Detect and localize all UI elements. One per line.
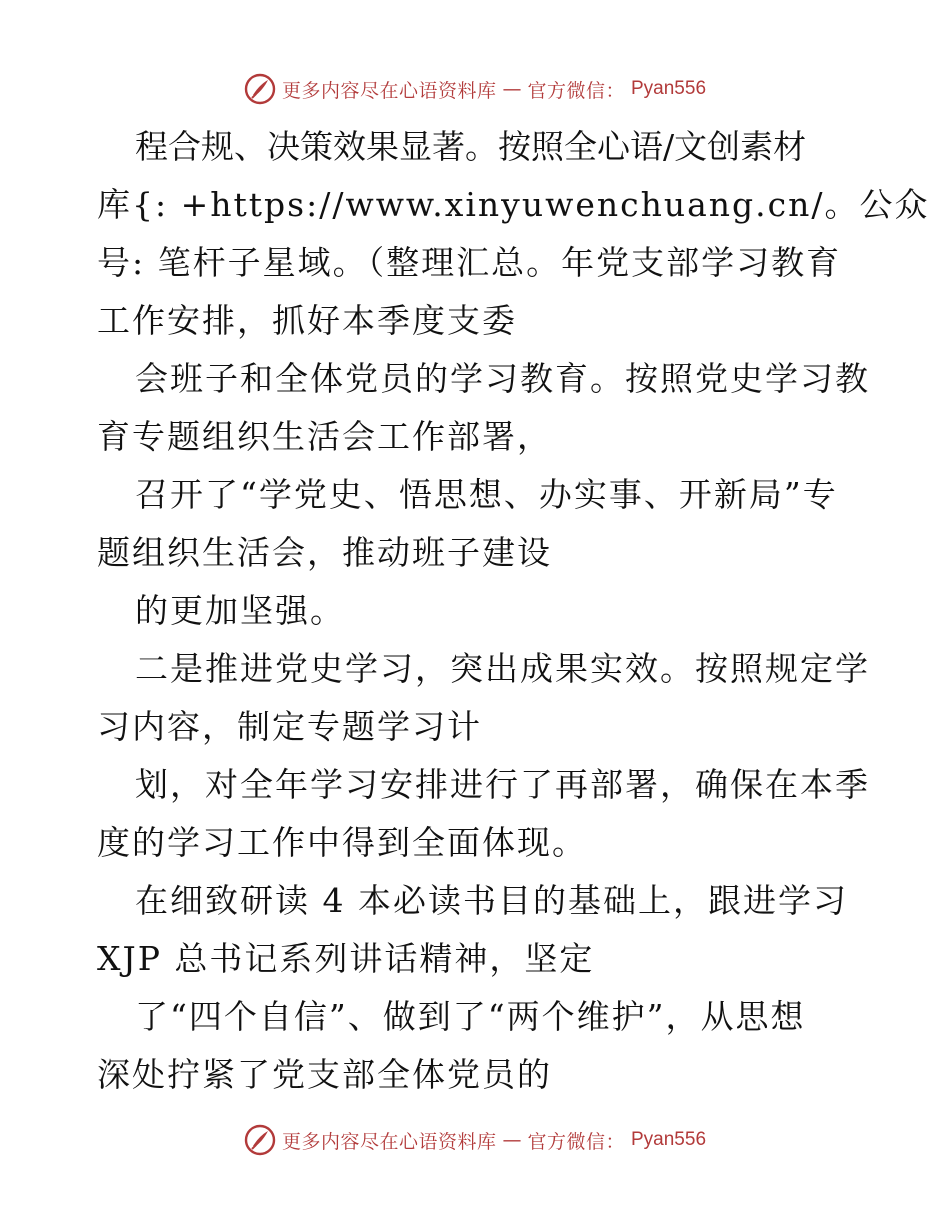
header-watermark: [0, 72, 950, 106]
document-body: [97, 118, 930, 1104]
text-line: 育专题组织生活会工作部署，: [97, 417, 552, 456]
text-line: 号: 笔杆子星域。（整理汇总。年党支部学习教育: [97, 243, 842, 282]
text-line: 习内容，制定专题学习计: [97, 707, 482, 746]
text-line: 会班子和全体党员的学习教育。按照党史学习教: [135, 359, 870, 398]
text-line: 召开了“学党史、悟思想、办实事、开新局”专: [135, 475, 838, 514]
text-line: 划，对全年学习安排进行了再部署，确保在本季: [135, 765, 870, 804]
watermark-group: [244, 73, 706, 105]
text-line: 工作安排，抓好本季度支委: [97, 301, 517, 340]
footer-watermark: [0, 1123, 950, 1157]
text-line: 库{: +https://www.xinyuwenchuang.cn/。公众: [97, 185, 930, 224]
text-line: 二是推进党史学习，突出成果实效。按照规定学: [135, 649, 870, 688]
watermark-account: Pyan556: [631, 1129, 707, 1150]
watermark-text: 更多内容尽在心语资料库: [281, 79, 497, 102]
text-line: 度的学习工作中得到全面体现。: [97, 823, 587, 862]
quill-logo-icon: [244, 73, 276, 105]
watermark-official: 官方微信：: [527, 79, 625, 102]
text-line: 程合规、决策效果显著。按照全心语/文创素材: [135, 127, 807, 166]
watermark-separator: —: [502, 78, 522, 100]
watermark-official: 官方微信：: [527, 1130, 625, 1153]
text-line: 的更加坚强。: [135, 591, 345, 630]
text-line: 题组织生活会，推动班子建设: [97, 533, 552, 572]
watermark-account: Pyan556: [631, 78, 707, 99]
quill-logo-icon: [244, 1124, 276, 1156]
watermark-group: [244, 1124, 706, 1156]
text-line: 深处拧紧了党支部全体党员的: [97, 1055, 552, 1094]
watermark-text: 更多内容尽在心语资料库: [281, 1130, 497, 1153]
text-line: 在细致研读 4 本必读书目的基础上，跟进学习: [135, 881, 848, 920]
text-line: XJP 总书记系列讲话精神，坚定: [97, 939, 595, 978]
text-line: 了“四个自信”、做到了“两个维护”，从思想: [135, 997, 806, 1036]
watermark-separator: —: [502, 1129, 522, 1151]
